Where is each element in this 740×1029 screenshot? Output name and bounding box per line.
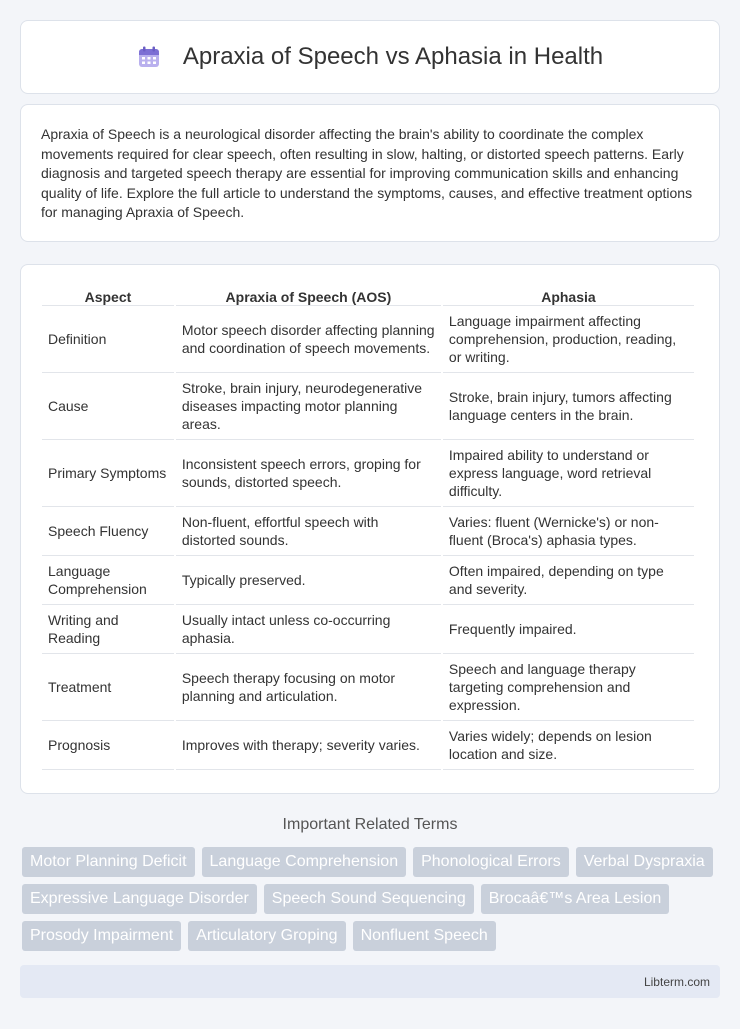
related-term-tag[interactable]: Language Comprehension (202, 847, 407, 877)
related-term-tag[interactable]: Speech Sound Sequencing (264, 884, 474, 914)
table-cell-aphasia: Stroke, brain injury, tumors affecting language centers in the brain. (443, 373, 694, 440)
table-row (42, 440, 694, 507)
table-row (42, 721, 694, 770)
table-cell-aspect: Definition (42, 306, 174, 373)
table-row (42, 373, 694, 440)
table-row (42, 556, 694, 605)
table-cell-aphasia: Speech and language therapy targeting comprehension and expression. (443, 654, 694, 721)
table-cell-aphasia: Impaired ability to understand or express language, word retrieval difficulty. (443, 440, 694, 507)
intro-card (20, 104, 720, 242)
related-terms-title: Important Related Terms (282, 816, 458, 833)
table-cell-aspect: Treatment (42, 654, 174, 721)
page-title: Apraxia of Speech vs Aphasia in Health (182, 43, 604, 70)
table-row (42, 507, 694, 556)
column-header-aphasia: Aphasia (443, 285, 694, 306)
table-cell-aos: Typically preserved. (176, 556, 441, 605)
table-cell-aphasia: Often impaired, depending on type and severity. (443, 556, 694, 605)
column-header-aos: Apraxia of Speech (AOS) (176, 285, 441, 306)
table-row (42, 306, 694, 373)
table-row (42, 605, 694, 654)
related-term-tag[interactable]: Motor Planning Deficit (22, 847, 195, 877)
related-term-tag[interactable]: Nonfluent Speech (353, 921, 496, 951)
comparison-table-card (20, 264, 720, 794)
intro-text: Apraxia of Speech is a neurological disorder affecting the brain's ability to coordinate the complex movements required for clear speech, often resulting in slow, halting, or distorted speech patterns. Early diagnosis and targeted speech therapy are essential for improving communication skills and enhancing quality of life. Explore the full article to understand the symptoms, causes, and effective treatment options for managing Apraxia of Speech. (41, 126, 693, 220)
header-card (20, 20, 720, 94)
table-cell-aos: Stroke, brain injury, neurodegenerative diseases impacting motor planning areas. (176, 373, 441, 440)
related-term-tag[interactable]: Prosody Impairment (22, 921, 181, 951)
related-term-tag[interactable]: Articulatory Groping (188, 921, 345, 951)
related-term-tag[interactable]: Phonological Errors (413, 847, 569, 877)
table-cell-aphasia: Varies widely; depends on lesion location and size. (443, 721, 694, 770)
table-cell-aspect: Speech Fluency (42, 507, 174, 556)
table-cell-aspect: Cause (42, 373, 174, 440)
table-header-row (42, 285, 694, 306)
footer (20, 965, 720, 998)
table-cell-aos: Motor speech disorder affecting planning and coordination of speech movements. (176, 306, 441, 373)
comparison-table (40, 285, 696, 770)
table-cell-aos: Improves with therapy; severity varies. (176, 721, 441, 770)
table-cell-aos: Usually intact unless co-occurring aphasia. (176, 605, 441, 654)
calendar-icon (137, 45, 161, 69)
table-cell-aos: Speech therapy focusing on motor planning and articulation. (176, 654, 441, 721)
table-cell-aspect: Writing and Reading (42, 605, 174, 654)
related-term-tag[interactable]: Expressive Language Disorder (22, 884, 257, 914)
table-cell-aspect: Primary Symptoms (42, 440, 174, 507)
table-cell-aos: Inconsistent speech errors, groping for sounds, distorted speech. (176, 440, 441, 507)
table-cell-aphasia: Varies: fluent (Wernicke's) or non-fluent (Broca's) aphasia types. (443, 507, 694, 556)
table-row (42, 654, 694, 721)
table-cell-aspect: Language Comprehension (42, 556, 174, 605)
related-term-tag[interactable]: Verbal Dyspraxia (576, 847, 713, 877)
table-cell-aphasia: Language impairment affecting comprehension, production, reading, or writing. (443, 306, 694, 373)
related-terms-list (22, 847, 722, 951)
footer-site-link[interactable]: Libterm.com (643, 974, 710, 989)
table-cell-aspect: Prognosis (42, 721, 174, 770)
table-cell-aos: Non-fluent, effortful speech with distorted sounds. (176, 507, 441, 556)
table-cell-aphasia: Frequently impaired. (443, 605, 694, 654)
column-header-aspect: Aspect (42, 285, 174, 306)
related-term-tag[interactable]: Brocaâ€™s Area Lesion (481, 884, 670, 914)
